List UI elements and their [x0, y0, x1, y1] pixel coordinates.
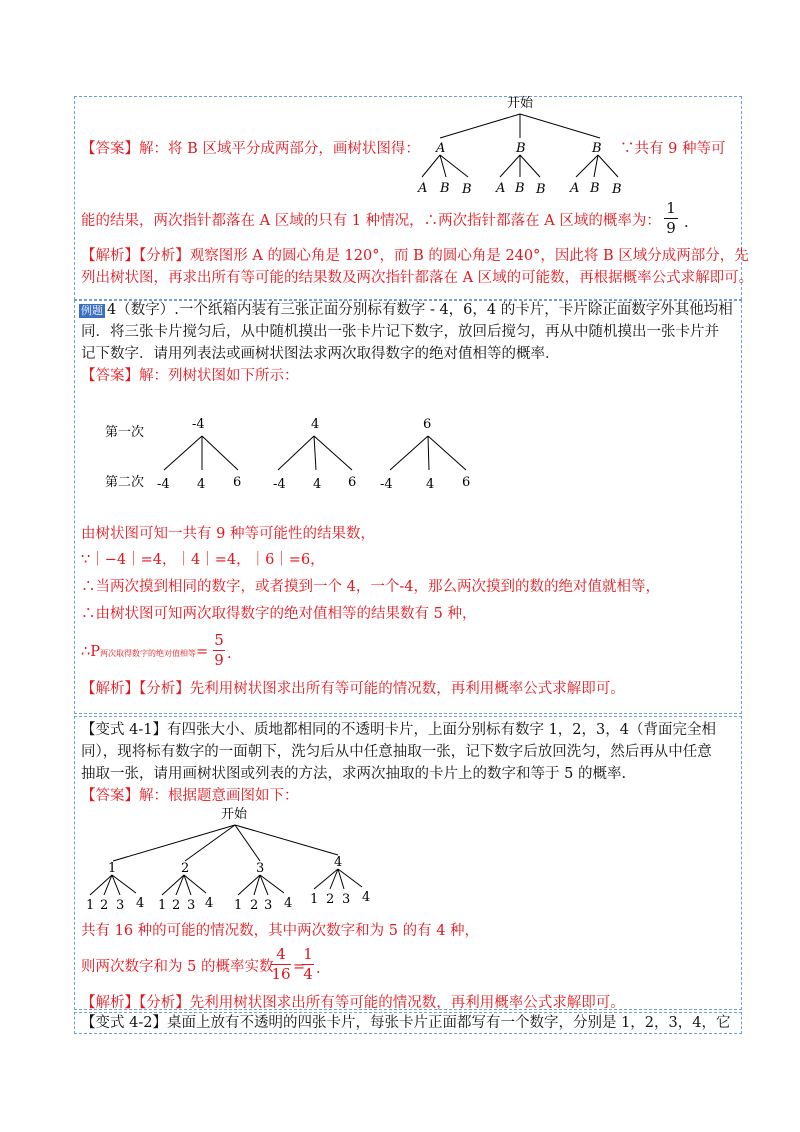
tree1-a-3: B: [462, 182, 472, 197]
variant-4-1-line-2: 同），现将标有数字的一面朝下，洗匀后从中任意抽取一张，记下数字后放回洗匀，然后再从中任意: [81, 744, 712, 760]
frac-num: 5: [214, 631, 224, 649]
example-badge: 例题: [81, 304, 103, 317]
tree1-a-2: B: [440, 181, 450, 196]
analysis-line: 【解析】【分析】先利用树状图求出所有等可能的情况数，再利用概率公式求解即可。: [81, 681, 625, 697]
analysis-line: 【解析】【分析】先利用树状图求出所有等可能的情况数，再利用概率公式求解即可。: [81, 995, 625, 1011]
frac-den: 9: [214, 651, 224, 669]
tree2-l1-6: 6: [423, 417, 432, 432]
tree2-c-3: 6: [462, 475, 471, 490]
tree1-b2-3: B: [612, 182, 622, 197]
label-second: 第二次: [105, 475, 145, 490]
result-line-1: 共有 16 种的可能的情况数，其中两次数字和为 5 的有 4 种，: [81, 923, 480, 939]
tree1-root: 开始: [507, 96, 534, 111]
tree-diagram-1: [410, 92, 630, 202]
frac-den: 9: [666, 219, 676, 237]
tree3-l1-3: 3: [256, 861, 265, 876]
question-line-2: 同．将三张卡片搅匀后，从中随机摸出一张卡片记下数字，放回后搅匀，再从中随机摸出一张卡片并: [81, 324, 719, 340]
p-eq: =: [195, 644, 209, 660]
variant-4-1-line-3: 抽取一张，请用画树状图或列表的方法，求两次抽取的卡片上的数字和等于 5 的概率.: [81, 766, 627, 782]
frac-den: 16: [271, 965, 291, 983]
p-prefix: ∴P: [81, 644, 100, 660]
tree3-c-1: 1: [234, 898, 243, 910]
probability-line: [81, 642, 208, 664]
fraction-1-4: [302, 946, 314, 983]
tree3-b-3: 3: [187, 898, 196, 910]
analysis-line-2: 列出树状图，再求出所有等可能的结果数及两次指针都落在 A 区域的可能数，再根据概率公式求解即可。: [81, 270, 754, 286]
tree1-l1-a: A: [436, 141, 446, 156]
tree3-c-3: 3: [264, 898, 273, 910]
equals-sign: =: [293, 959, 306, 975]
frac-end: .: [316, 961, 321, 977]
tree3-b-4: 4: [205, 896, 214, 910]
variant-4-2-line-1: 【变式 4-2】桌面上放有不透明的四张卡片，每张卡片正面都写有一个数字，分别是 1，2，3，4，它: [81, 1015, 731, 1031]
answer-line-2: 能的结果，两次指针都落在 A 区域的只有 1 种情况，∴两次指针都落在 A 区域的概率为：: [81, 213, 661, 229]
result-line-2: 则两次数字和为 5 的概率实数: [81, 959, 274, 975]
tree2-b-1: -4: [273, 477, 286, 492]
answer-tail: ∵共有 9 种等可: [620, 141, 726, 157]
tree3-a-1: 1: [86, 898, 95, 910]
analysis-line-1: 【解析】【分析】观察图形 A 的圆心角是 120°，而 B 的圆心角是 240°，因此将 B 区域分成两部分，先: [81, 248, 749, 264]
tree2-l1-neg4: -4: [192, 417, 205, 432]
variant-4-1-line-1: 【变式 4-1】有四张大小、质地都相同的不透明卡片，上面分别标有数字 1，2，3，4（背面完全相: [81, 722, 716, 738]
tree2-a-3: 6: [233, 475, 242, 490]
answer-line: 【答案】解：将 B 区域平分成两部分，画树状图得：: [81, 141, 420, 157]
label-first: 第一次: [105, 425, 145, 440]
tree1-b2-2: B: [590, 181, 600, 196]
result-line-3: ∴当两次摸到相同的数字，或者摸到一个 4，一个-4，那么两次摸到的数的绝对值就相等，: [81, 579, 660, 595]
tree3-l1-1: 1: [108, 861, 117, 876]
tree1-b2-1: A: [570, 181, 580, 196]
tree3-d-4: 4: [362, 890, 371, 905]
tree3-c-2: 2: [250, 898, 259, 910]
tree2-b-3: 6: [348, 475, 357, 490]
tree2-l1-4: 4: [311, 417, 320, 432]
tree1-l1-b1: B: [516, 141, 526, 156]
tree3-d-1: 1: [310, 892, 319, 907]
answer-line: 【答案】解：列树状图如下所示：: [81, 368, 299, 384]
tree2-b-2: 4: [313, 477, 322, 492]
question-line-1: 4（数字）.一个纸箱内装有三张正面分别标有数字 - 4，6，4 的卡片，卡片除正面数字外其他均相: [107, 302, 733, 318]
tree3-a-2: 2: [100, 898, 109, 910]
tree1-a-1: A: [418, 181, 428, 196]
p-subscript: 两次取得数字的绝对值相等: [99, 649, 196, 658]
result-line-1: 由树状图可知一共有 9 种等可能性的结果数，: [81, 526, 375, 542]
tree3-l1-2: 2: [181, 861, 190, 876]
frac-num: 4: [276, 945, 286, 963]
tree2-c-2: 4: [426, 477, 435, 492]
tree3-c-4: 4: [284, 896, 293, 910]
fraction-4-16: [271, 946, 291, 983]
tree1-b1-1: A: [496, 181, 506, 196]
question-line-3: 记下数字．请用列表法或画树状图法求两次取得数字的绝对值相等的概率．: [81, 346, 560, 362]
frac-num: 1: [666, 199, 676, 217]
tree1-l1-b2: B: [592, 141, 602, 156]
tree2-a-1: -4: [157, 477, 170, 492]
frac-end: .: [227, 646, 232, 662]
result-line-2: ∵｜−4｜=4，｜4｜=4，｜6｜=6，: [81, 552, 325, 568]
tree-diagram-3: [80, 805, 390, 910]
tree3-a-4: 4: [136, 896, 145, 910]
answer-line: 【答案】解：根据题意画图如下：: [81, 788, 299, 804]
tree3-a-3: 3: [116, 898, 125, 910]
fraction-1-9: [664, 200, 678, 237]
fraction-5-9: [213, 632, 225, 669]
tree1-b1-2: B: [515, 181, 525, 196]
tree3-d-2: 2: [326, 892, 335, 907]
result-line-4: ∴由树状图可知两次取得数字的绝对值相等的结果数有 5 种，: [81, 606, 477, 622]
frac-num: 1: [303, 945, 313, 963]
tree2-c-1: -4: [380, 477, 393, 492]
tree1-b1-3: B: [536, 182, 546, 197]
tree3-b-1: 1: [158, 898, 167, 910]
tree3-d-3: 3: [342, 892, 351, 907]
frac-end: .: [684, 215, 689, 231]
tree3-l1-4: 4: [334, 855, 343, 870]
tree2-a-2: 4: [197, 477, 206, 492]
tree3-b-2: 2: [172, 898, 181, 910]
tree-diagram-2: [100, 410, 490, 500]
tree3-root: 开始: [221, 807, 248, 822]
frac-den: 4: [303, 965, 313, 983]
